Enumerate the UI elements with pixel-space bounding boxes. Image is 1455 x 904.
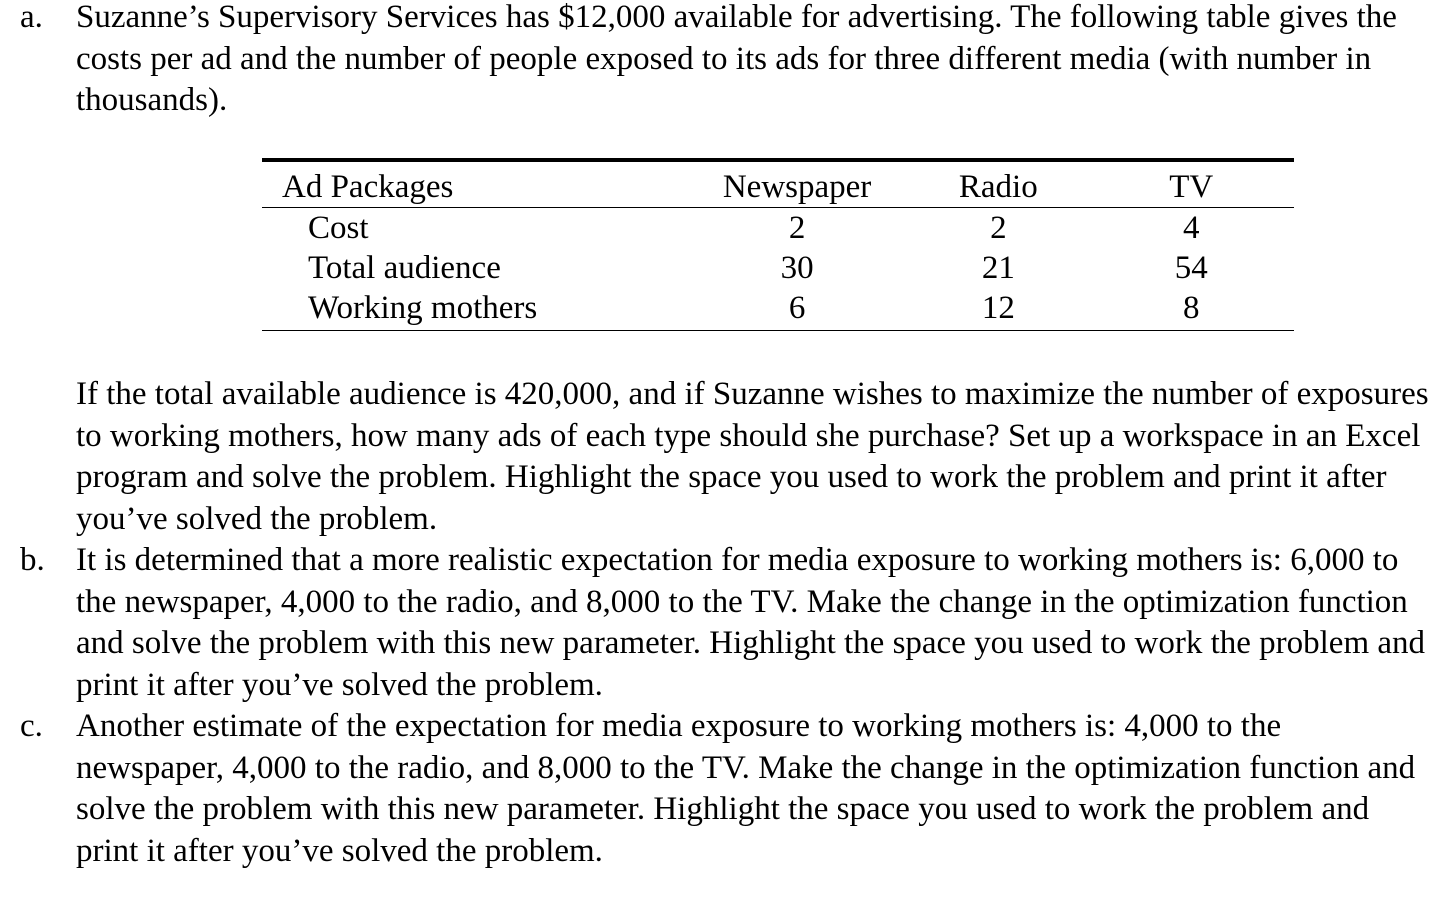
item-c-text: Another estimate of the expectation for media exposure to working mothers is: 4,000 to the newspaper, 4,000 to the radio, and 8,000 to the TV. Make the change in the optimization function and solve the problem with this new parameter. Highlight the space you used to work the problem and print it after you’ve solved the problem. <box>76 708 1416 869</box>
table-row-working-mothers <box>262 288 1294 331</box>
header-tv: TV <box>1088 160 1294 208</box>
row-label: Total audience <box>308 250 501 286</box>
table-header-row <box>262 160 1294 208</box>
row-label: Cost <box>308 210 369 246</box>
cell-newspaper: 30 <box>780 250 814 286</box>
cell-radio: 21 <box>981 250 1015 286</box>
item-a-marker: a. <box>20 0 43 35</box>
item-a-intro: Suzanne’s Supervisory Services has $12,000 available for advertising. The following table gives the costs per ad and the number of people exposed to its ads for three different media (with number in thousands). <box>76 0 1397 118</box>
cell-newspaper: 2 <box>788 210 806 246</box>
ad-packages-table <box>262 158 1294 331</box>
cell-tv: 4 <box>1182 210 1200 246</box>
item-b-text: It is determined that a more realistic expectation for media exposure to working mothers is: 6,000 to the newspaper, 4,000 to the radio, and 8,000 to the TV. Make the change in the optimization function and solve the problem with this new parameter. Highlight the space you used to work the problem and print it after you’ve solved the problem. <box>76 542 1426 703</box>
problem-item-c <box>20 706 1430 872</box>
row-label: Working mothers <box>262 288 686 331</box>
item-a-question: If the total available audience is 420,000, and if Suzanne wishes to maximize the number of exposures to working mothers, how many ads of each type should she purchase? Set up a workspace in an Excel program and solve the problem. Highlight the space you used to work the problem and print it after you’ve solved the problem. <box>76 376 1429 537</box>
table-row-cost <box>262 208 1294 249</box>
header-ad-packages: Ad Packages <box>262 160 686 208</box>
header-newspaper: Newspaper <box>686 160 908 208</box>
cell-radio: 12 <box>908 288 1088 331</box>
problem-item-a <box>20 0 1430 122</box>
table-row-total-audience <box>262 248 1294 288</box>
problem-item-b <box>20 540 1430 706</box>
cell-tv: 8 <box>1088 288 1294 331</box>
header-radio: Radio <box>908 160 1088 208</box>
ad-packages-table-container <box>262 158 1294 331</box>
item-c-marker: c. <box>20 708 43 744</box>
cell-newspaper: 6 <box>686 288 908 331</box>
item-b-marker: b. <box>20 542 45 578</box>
cell-tv: 54 <box>1174 250 1208 286</box>
cell-radio: 2 <box>990 210 1007 246</box>
